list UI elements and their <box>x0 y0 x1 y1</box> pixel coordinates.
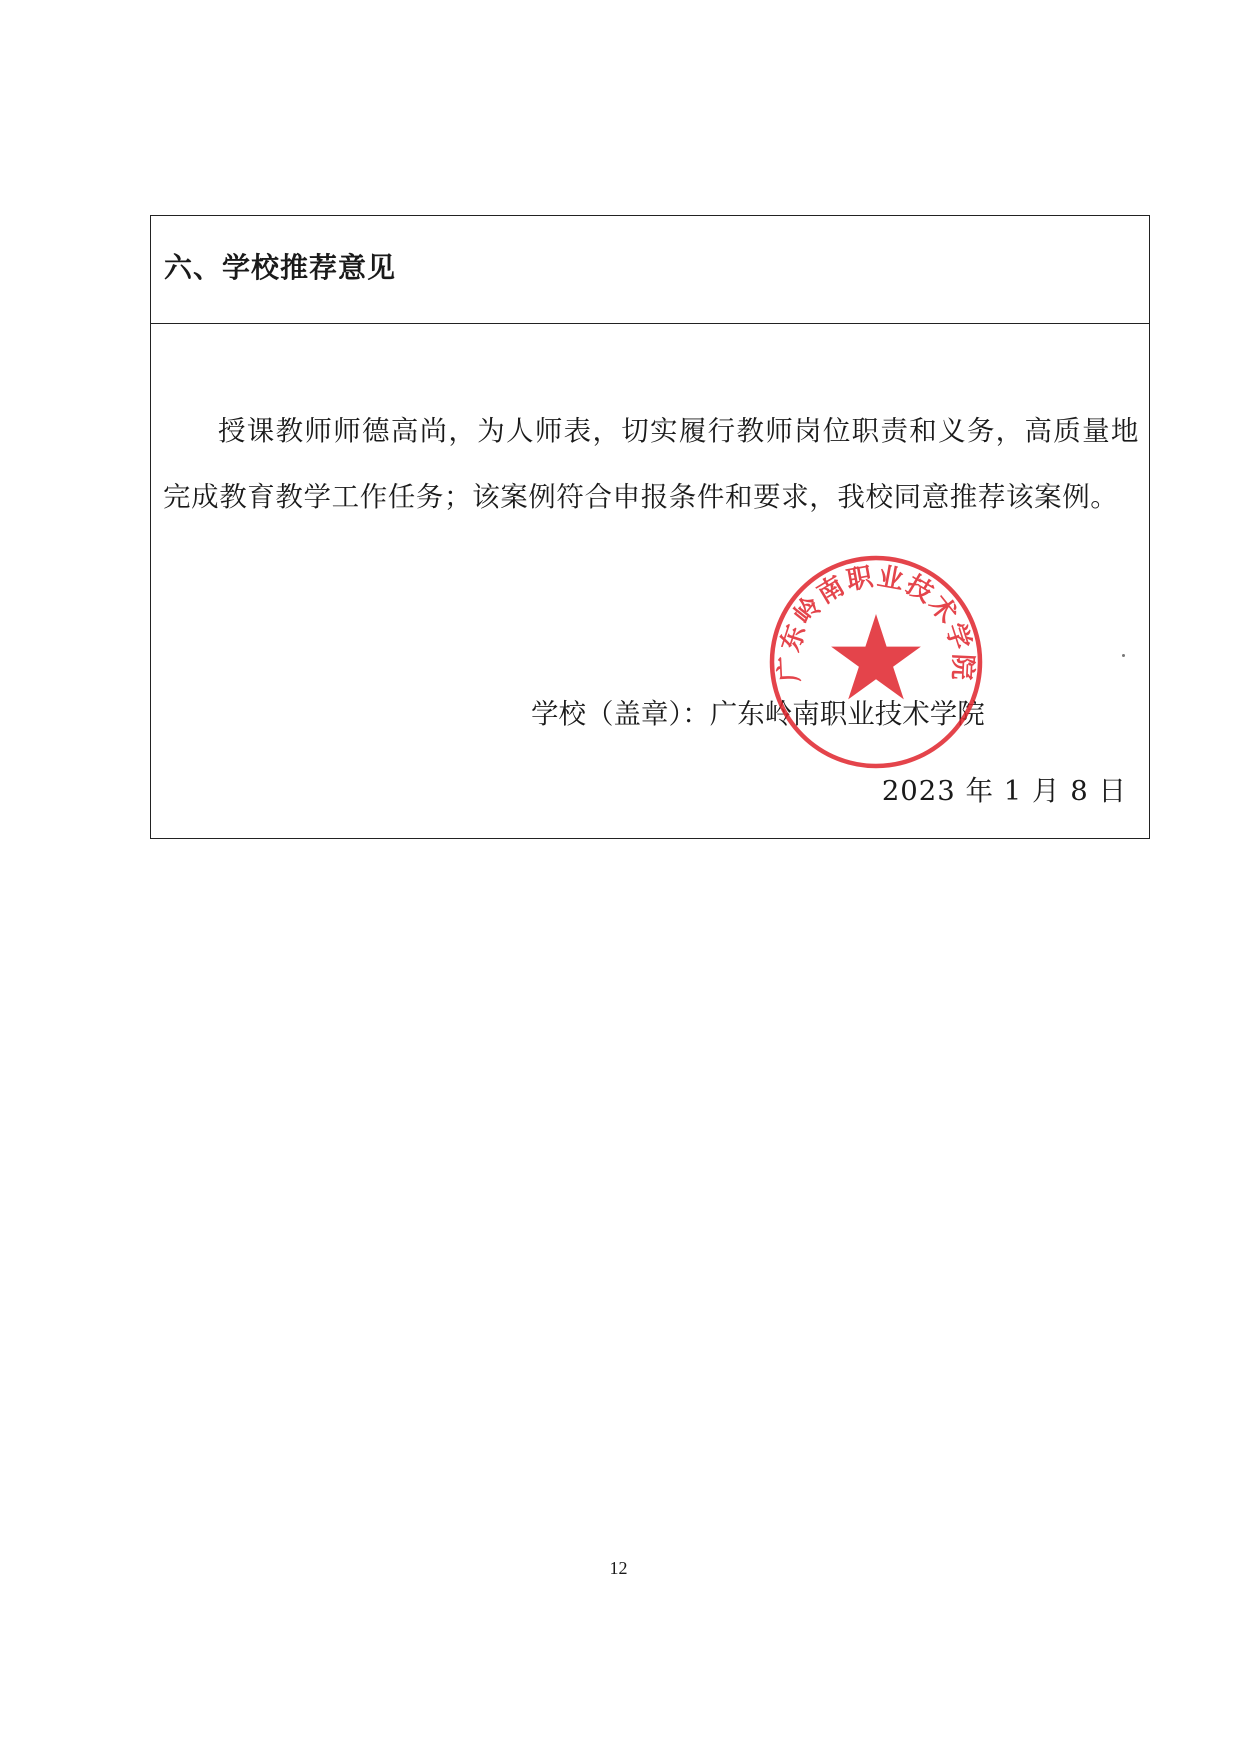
recommendation-form-table <box>150 215 1150 839</box>
recommendation-body-text: 授课教师师德高尚，为人师表，切实履行教师岗位职责和义务，高质量地完成教育教学工作任务；该案例符合申报条件和要求，我校同意推荐该案例。 <box>163 415 1139 513</box>
page-number: 12 <box>609 1558 628 1578</box>
seal-star-icon <box>831 614 921 699</box>
section-title: 六、学校推荐意见 <box>164 251 397 284</box>
scan-speck <box>1122 654 1125 657</box>
signature-date: 2023 年 1 月 8 日 <box>881 775 1127 807</box>
section-header <box>151 216 1149 324</box>
school-signature-line: 学校（盖章）：广东岭南职业技术学院 <box>531 698 985 730</box>
seal-text: 广东岭南职业技术学院 <box>774 561 978 683</box>
school-seal-stamp <box>766 552 986 772</box>
